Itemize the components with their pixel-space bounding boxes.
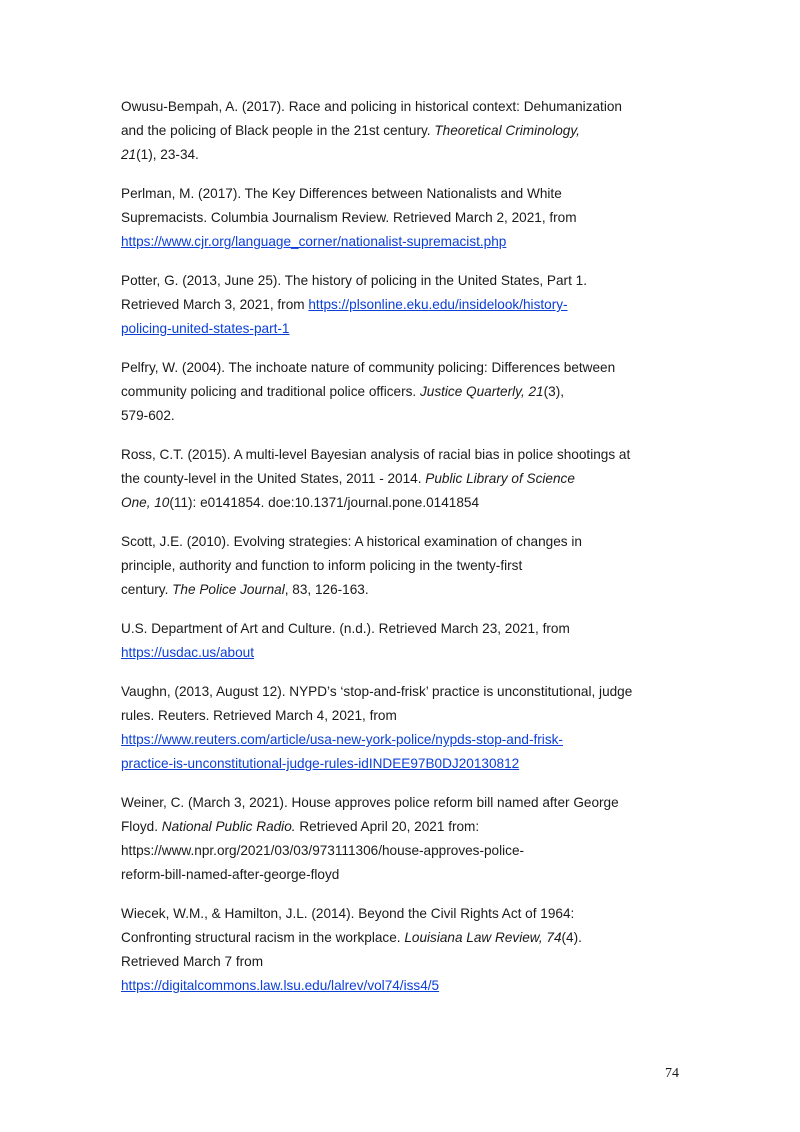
reference-text: reform-bill-named-after-george-floyd [121, 867, 340, 882]
reference-link[interactable]: practice-is-unconstitutional-judge-rules-idINDEE97B0DJ20130812 [121, 756, 520, 771]
reference-line [121, 950, 687, 974]
reference-line [121, 554, 687, 578]
reference-italic-text: One, 10 [121, 495, 170, 510]
reference-line [121, 491, 687, 515]
reference-text: (3), [543, 384, 565, 399]
reference-line [121, 530, 687, 554]
reference-entry [121, 902, 687, 998]
reference-line [121, 95, 687, 119]
reference-line [121, 206, 687, 230]
reference-text: community policing and traditional police officers. [121, 384, 420, 399]
reference-entry [121, 680, 687, 776]
reference-text: Weiner, C. (March 3, 2021). House approves police reform bill named after George [121, 795, 619, 810]
reference-line [121, 752, 687, 776]
reference-italic-text: Justice Quarterly, 21 [419, 384, 544, 399]
reference-entry [121, 617, 687, 665]
reference-text: rules. Reuters. Retrieved March 4, 2021, from [121, 708, 397, 723]
reference-text: Ross, C.T. (2015). A multi-level Bayesian analysis of racial bias in police shootings at [121, 447, 631, 462]
reference-line [121, 230, 687, 254]
reference-link[interactable]: policing-united-states-part-1 [121, 321, 290, 336]
reference-italic-text: Theoretical Criminology, [434, 123, 580, 138]
reference-entry [121, 791, 687, 887]
reference-line [121, 578, 687, 602]
reference-line [121, 380, 687, 404]
reference-text: U.S. Department of Art and Culture. (n.d.). Retrieved March 23, 2021, from [121, 621, 570, 636]
reference-line [121, 119, 687, 143]
reference-line [121, 467, 687, 491]
reference-text: (1), 23-34. [136, 147, 199, 162]
reference-line [121, 356, 687, 380]
reference-line [121, 404, 687, 428]
reference-entry [121, 269, 687, 341]
reference-link[interactable]: https://usdac.us/about [121, 645, 255, 660]
reference-italic-text: 21 [121, 147, 137, 162]
reference-link[interactable]: https://www.reuters.com/article/usa-new-york-police/nypds-stop-and-frisk- [121, 732, 563, 747]
reference-entry [121, 443, 687, 515]
reference-entry [121, 530, 687, 602]
reference-text: and the policing of Black people in the 21st century. [121, 123, 435, 138]
reference-line [121, 974, 687, 998]
reference-line [121, 680, 687, 704]
reference-list [121, 95, 687, 1013]
reference-text: Vaughn, (2013, August 12). NYPD’s ‘stop-and-frisk’ practice is unconstitutional, judge [121, 684, 633, 699]
reference-text: century. [121, 582, 173, 597]
reference-text: Floyd. [121, 819, 162, 834]
reference-line [121, 317, 687, 341]
reference-text: , 83, 126-163. [284, 582, 369, 597]
reference-entry [121, 182, 687, 254]
reference-line [121, 617, 687, 641]
reference-text: Wiecek, W.M., & Hamilton, J.L. (2014). Beyond the Civil Rights Act of 1964: [121, 906, 575, 921]
reference-line [121, 791, 687, 815]
reference-text: 579-602. [121, 408, 175, 423]
reference-text: (4). [561, 930, 582, 945]
reference-italic-text: The Police Journal [172, 582, 285, 597]
reference-italic-text: National Public Radio. [161, 819, 296, 834]
reference-line [121, 704, 687, 728]
reference-italic-text: Public Library of Science [425, 471, 575, 486]
reference-text: Retrieved April 20, 2021 from: [295, 819, 480, 834]
reference-line [121, 863, 687, 887]
reference-text: Potter, G. (2013, June 25). The history of policing in the United States, Part 1. [121, 273, 587, 288]
reference-text: Pelfry, W. (2004). The inchoate nature of community policing: Differences between [121, 360, 616, 375]
reference-text: (11): e0141854. doe:10.1371/journal.pone.0141854 [169, 495, 480, 510]
reference-line [121, 902, 687, 926]
reference-line [121, 269, 687, 293]
reference-entry [121, 356, 687, 428]
reference-entry [121, 95, 687, 167]
reference-line [121, 182, 687, 206]
reference-text: Scott, J.E. (2010). Evolving strategies: A historical examination of changes in [121, 534, 582, 549]
reference-line [121, 728, 687, 752]
reference-text: Supremacists. Columbia Journalism Review. Retrieved March 2, 2021, from [121, 210, 577, 225]
reference-text: Retrieved March 7 from [121, 954, 264, 969]
reference-line [121, 839, 687, 863]
reference-text: principle, authority and function to inform policing in the twenty-first [121, 558, 523, 573]
reference-text: Confronting structural racism in the workplace. [121, 930, 405, 945]
reference-italic-text: Louisiana Law Review, 74 [404, 930, 562, 945]
reference-line [121, 641, 687, 665]
reference-text: Perlman, M. (2017). The Key Differences between Nationalists and White [121, 186, 562, 201]
reference-text: Owusu-Bempah, A. (2017). Race and policing in historical context: Dehumanization [121, 99, 622, 114]
reference-line [121, 293, 687, 317]
reference-text: https://www.npr.org/2021/03/03/973111306/house-approves-police- [121, 843, 525, 858]
page-number: 74 [665, 1066, 679, 1081]
reference-text: Retrieved March 3, 2021, from [121, 297, 309, 312]
reference-line [121, 815, 687, 839]
reference-link[interactable]: https://www.cjr.org/language_corner/nationalist-supremacist.php [121, 234, 507, 249]
reference-line [121, 926, 687, 950]
reference-link[interactable]: https://digitalcommons.law.lsu.edu/lalrev/vol74/iss4/5 [121, 978, 440, 993]
reference-text: the county-level in the United States, 2011 - 2014. [121, 471, 426, 486]
reference-line [121, 443, 687, 467]
reference-link[interactable]: https://plsonline.eku.edu/insidelook/history- [308, 297, 568, 312]
reference-line [121, 143, 687, 167]
